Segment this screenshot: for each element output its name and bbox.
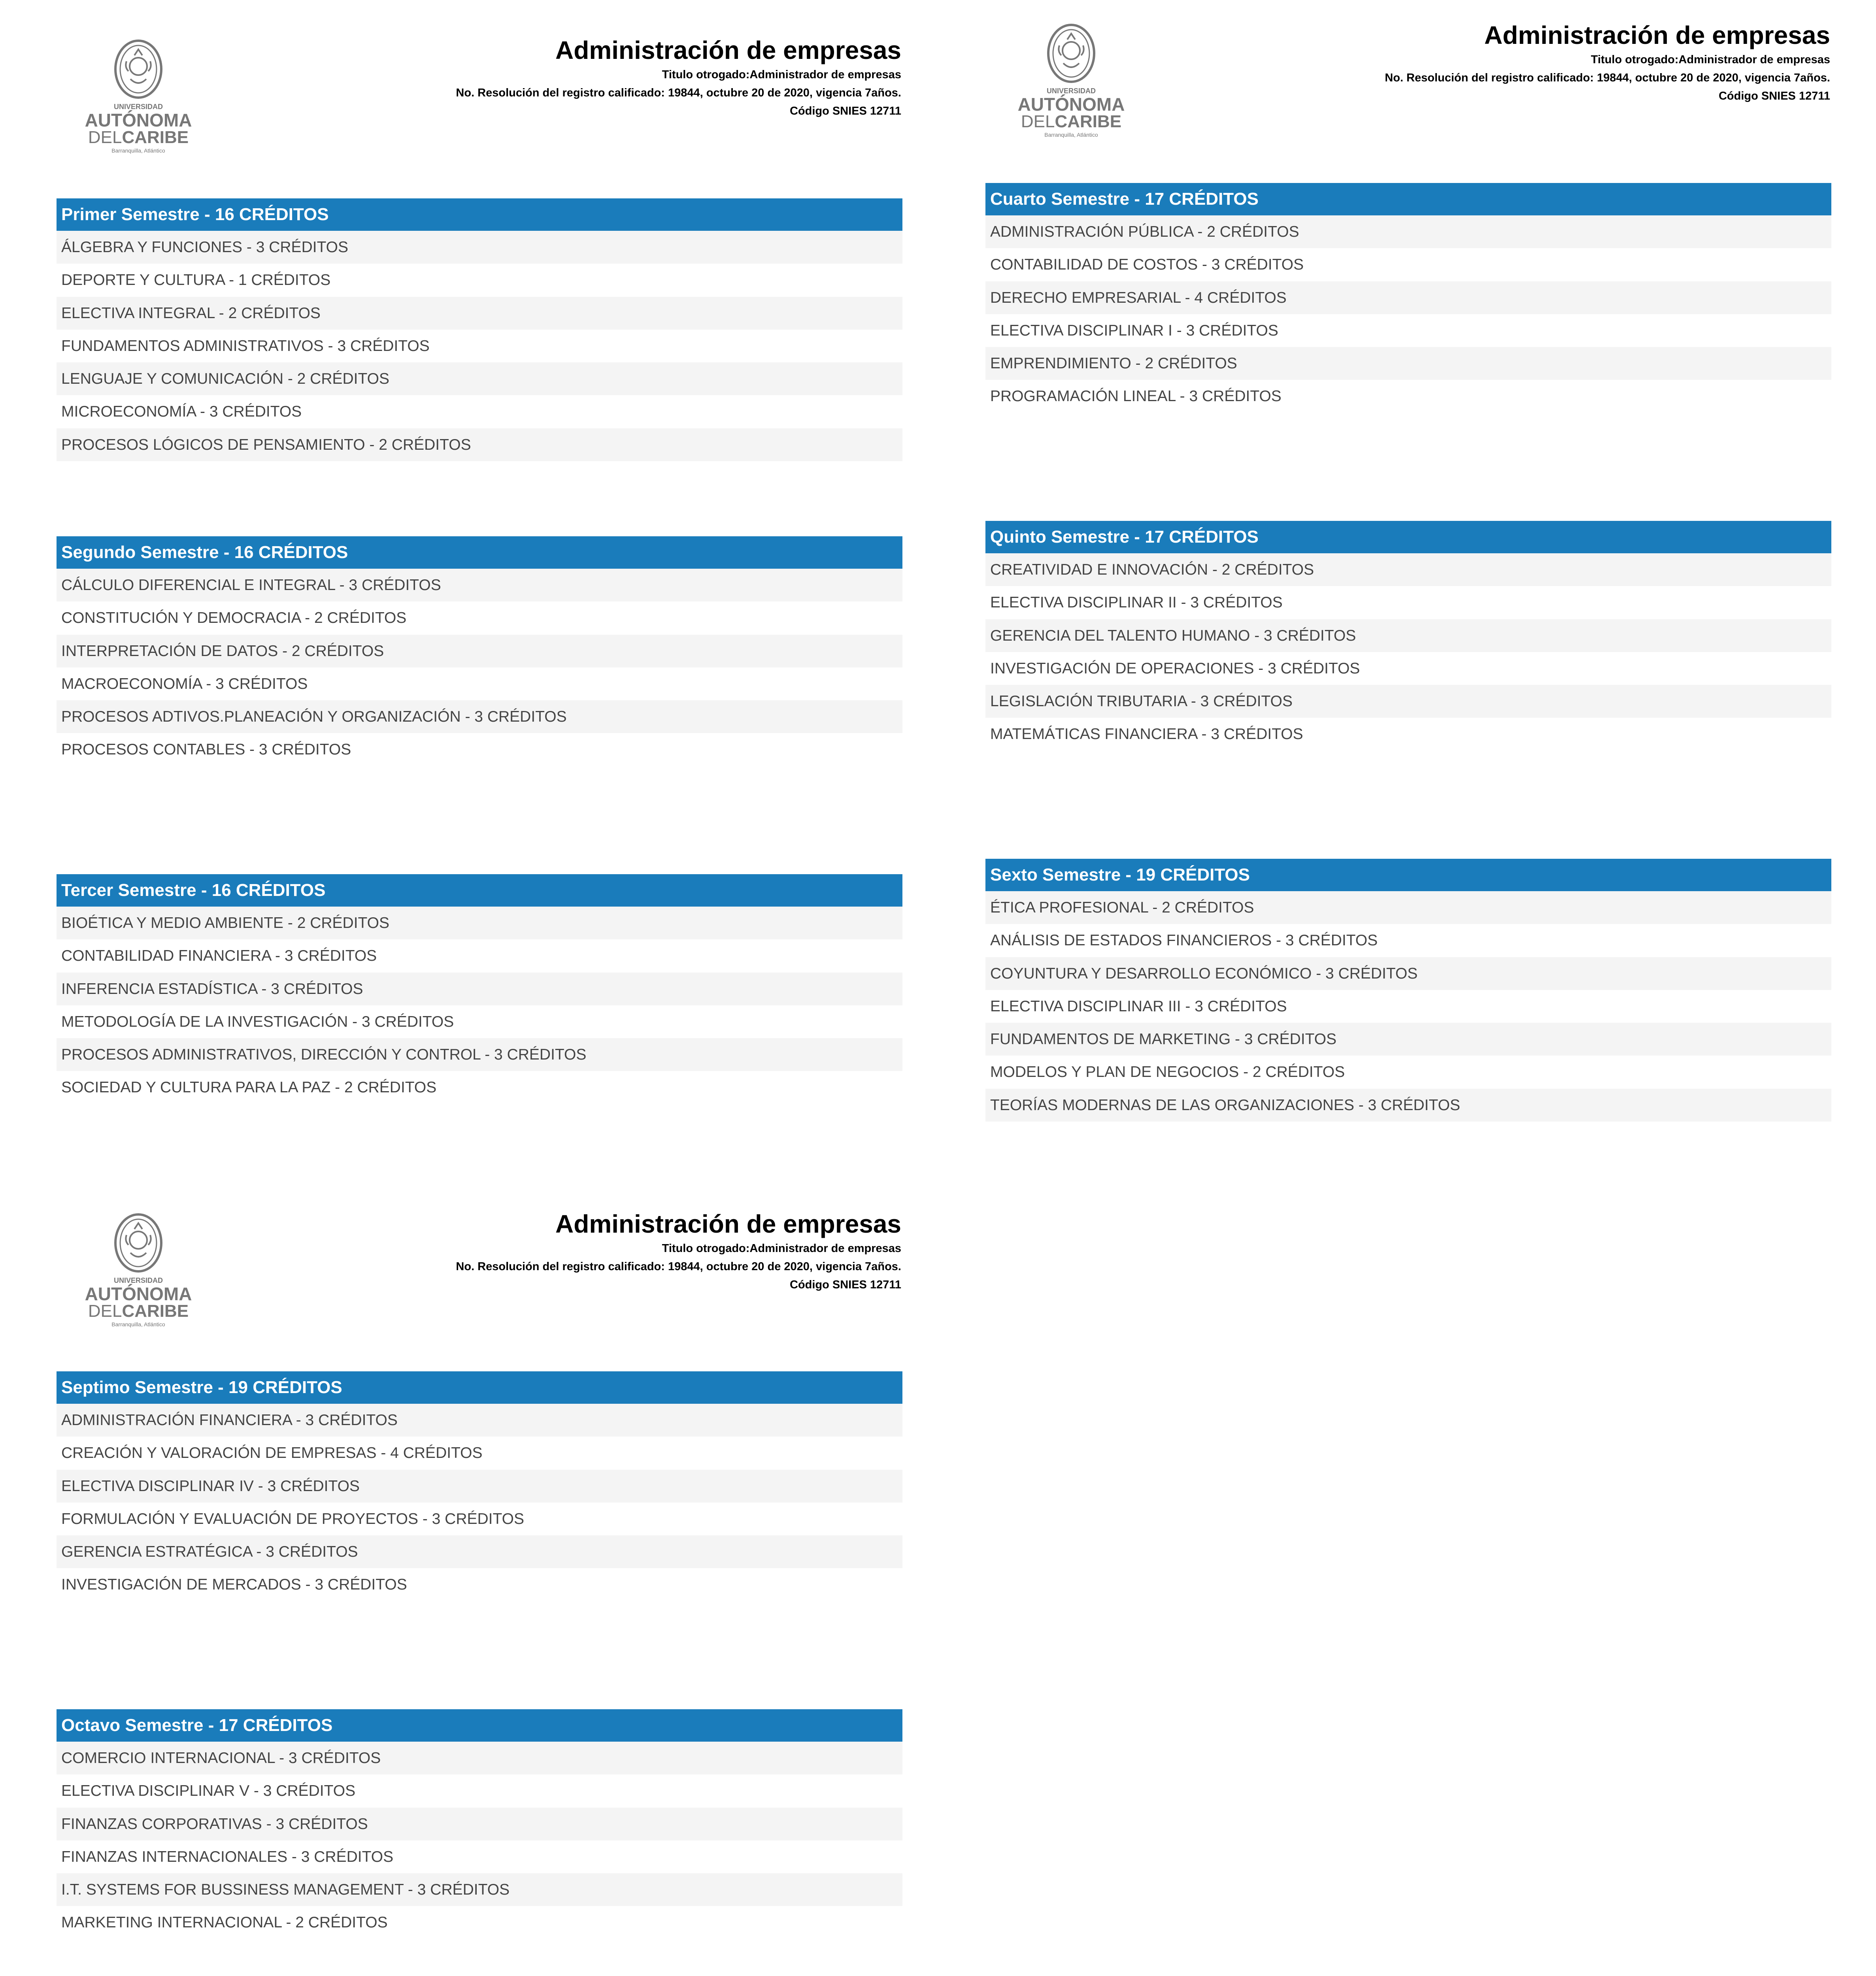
semester-block — [985, 183, 1831, 413]
course-row: INFERENCIA ESTADÍSTICA - 3 CRÉDITOS — [57, 973, 902, 1005]
svg-text:DELCARIBE: DELCARIBE — [88, 1301, 189, 1321]
degree-awarded: Titulo otrogado:Administrador de empresas — [1591, 53, 1830, 66]
course-row: CREACIÓN Y VALORACIÓN DE EMPRESAS - 4 CRÉDITOS — [57, 1437, 902, 1469]
svg-text:UNIVERSIDAD: UNIVERSIDAD — [113, 103, 163, 111]
course-row: PROCESOS CONTABLES - 3 CRÉDITOS — [57, 733, 902, 766]
course-row: ELECTIVA INTEGRAL - 2 CRÉDITOS — [57, 297, 902, 330]
course-row: MODELOS Y PLAN DE NEGOCIOS - 2 CRÉDITOS — [985, 1056, 1831, 1088]
program-title: Administración de empresas — [1484, 21, 1830, 49]
course-row: ÁLGEBRA Y FUNCIONES - 3 CRÉDITOS — [57, 231, 902, 264]
course-row: CÁLCULO DIFERENCIAL E INTEGRAL - 3 CRÉDITOS — [57, 569, 902, 601]
course-row: COMERCIO INTERNACIONAL - 3 CRÉDITOS — [57, 1742, 902, 1774]
course-row: ELECTIVA DISCIPLINAR III - 3 CRÉDITOS — [985, 990, 1831, 1023]
snies-code: Código SNIES 12711 — [789, 105, 901, 117]
course-row: INVESTIGACIÓN DE OPERACIONES - 3 CRÉDITOS — [985, 652, 1831, 685]
course-list — [985, 891, 1831, 1122]
course-row: MACROECONOMÍA - 3 CRÉDITOS — [57, 667, 902, 700]
course-row: ÉTICA PROFESIONAL - 2 CRÉDITOS — [985, 891, 1831, 924]
semester-block — [57, 874, 902, 1104]
snies-code: Código SNIES 12711 — [1718, 90, 1830, 102]
snies-code: Código SNIES 12711 — [789, 1278, 901, 1291]
course-row: FUNDAMENTOS ADMINISTRATIVOS - 3 CRÉDITOS — [57, 330, 902, 362]
semester-title: Tercer Semestre - 16 CRÉDITOS — [57, 874, 902, 907]
course-list — [57, 1742, 902, 1939]
course-row: SOCIEDAD Y CULTURA PARA LA PAZ - 2 CRÉDITOS — [57, 1071, 902, 1104]
course-row: TEORÍAS MODERNAS DE LAS ORGANIZACIONES - 3 CRÉDITOS — [985, 1089, 1831, 1122]
course-row: COYUNTURA Y DESARROLLO ECONÓMICO - 3 CRÉDITOS — [985, 957, 1831, 990]
course-row: ADMINISTRACIÓN FINANCIERA - 3 CRÉDITOS — [57, 1404, 902, 1437]
semester-block — [57, 1371, 902, 1601]
course-row: PROCESOS ADMINISTRATIVOS, DIRECCIÓN Y CONTROL - 3 CRÉDITOS — [57, 1038, 902, 1071]
course-row: CONTABILIDAD DE COSTOS - 3 CRÉDITOS — [985, 248, 1831, 281]
svg-text:AUTÓNOMA: AUTÓNOMA — [85, 1284, 192, 1304]
svg-text:DELCARIBE: DELCARIBE — [88, 128, 189, 147]
resolution-info: No. Resolución del registro calificado: 19844, octubre 20 de 2020, vigencia 7años. — [1385, 72, 1830, 84]
svg-text:DELCARIBE: DELCARIBE — [1021, 112, 1122, 131]
semester-title: Segundo Semestre - 16 CRÉDITOS — [57, 536, 902, 569]
semester-block — [57, 1709, 902, 1939]
course-row: ANÁLISIS DE ESTADOS FINANCIEROS - 3 CRÉDITOS — [985, 924, 1831, 957]
course-list — [985, 553, 1831, 751]
program-title: Administración de empresas — [555, 36, 901, 64]
course-row: LENGUAJE Y COMUNICACIÓN - 2 CRÉDITOS — [57, 362, 902, 395]
course-row: DERECHO EMPRESARIAL - 4 CRÉDITOS — [985, 281, 1831, 314]
degree-awarded: Titulo otrogado:Administrador de empresas — [662, 1242, 901, 1255]
course-list — [57, 569, 902, 766]
svg-text:AUTÓNOMA: AUTÓNOMA — [85, 110, 192, 130]
svg-text:Barranquilla, Atlántico: Barranquilla, Atlántico — [1044, 132, 1098, 138]
course-row: CREATIVIDAD E INNOVACIÓN - 2 CRÉDITOS — [985, 553, 1831, 586]
course-row: MICROECONOMÍA - 3 CRÉDITOS — [57, 395, 902, 428]
svg-text:AUTÓNOMA: AUTÓNOMA — [1017, 94, 1125, 115]
course-row: INVESTIGACIÓN DE MERCADOS - 3 CRÉDITOS — [57, 1568, 902, 1601]
course-row: FINANZAS INTERNACIONALES - 3 CRÉDITOS — [57, 1840, 902, 1873]
course-list — [57, 231, 902, 461]
course-row: CONTABILIDAD FINANCIERA - 3 CRÉDITOS — [57, 939, 902, 972]
course-row: INTERPRETACIÓN DE DATOS - 2 CRÉDITOS — [57, 635, 902, 667]
course-row: FUNDAMENTOS DE MARKETING - 3 CRÉDITOS — [985, 1023, 1831, 1056]
semester-block — [985, 521, 1831, 751]
resolution-info: No. Resolución del registro calificado: 19844, octubre 20 de 2020, vigencia 7años. — [456, 1260, 901, 1273]
resolution-info: No. Resolución del registro calificado: 19844, octubre 20 de 2020, vigencia 7años. — [456, 87, 901, 99]
svg-text:UNIVERSIDAD: UNIVERSIDAD — [1046, 87, 1096, 95]
course-row: ADMINISTRACIÓN PÚBLICA - 2 CRÉDITOS — [985, 215, 1831, 248]
semester-block — [985, 859, 1831, 1122]
course-row: ELECTIVA DISCIPLINAR V - 3 CRÉDITOS — [57, 1774, 902, 1807]
course-row: PROCESOS ADTIVOS.PLANEACIÓN Y ORGANIZACIÓN - 3 CRÉDITOS — [57, 700, 902, 733]
course-row: GERENCIA DEL TALENTO HUMANO - 3 CRÉDITOS — [985, 619, 1831, 652]
semester-title: Octavo Semestre - 17 CRÉDITOS — [57, 1709, 902, 1742]
semester-title: Sexto Semestre - 19 CRÉDITOS — [985, 859, 1831, 891]
course-row: PROCESOS LÓGICOS DE PENSAMIENTO - 2 CRÉDITOS — [57, 428, 902, 461]
course-row: CONSTITUCIÓN Y DEMOCRACIA - 2 CRÉDITOS — [57, 601, 902, 634]
course-row: GERENCIA ESTRATÉGICA - 3 CRÉDITOS — [57, 1535, 902, 1568]
semester-title: Primer Semestre - 16 CRÉDITOS — [57, 198, 902, 231]
svg-text:Barranquilla, Atlántico: Barranquilla, Atlántico — [111, 147, 165, 154]
semester-title: Cuarto Semestre - 17 CRÉDITOS — [985, 183, 1831, 215]
course-row: MATEMÁTICAS FINANCIERA - 3 CRÉDITOS — [985, 718, 1831, 750]
semester-title: Septimo Semestre - 19 CRÉDITOS — [57, 1371, 902, 1404]
course-row: EMPRENDIMIENTO - 2 CRÉDITOS — [985, 347, 1831, 380]
semester-block — [57, 198, 902, 461]
semester-title: Quinto Semestre - 17 CRÉDITOS — [985, 521, 1831, 553]
course-row: DEPORTE Y CULTURA - 1 CRÉDITOS — [57, 264, 902, 296]
course-row: I.T. SYSTEMS FOR BUSSINESS MANAGEMENT - 3 CRÉDITOS — [57, 1873, 902, 1906]
course-row: ELECTIVA DISCIPLINAR I - 3 CRÉDITOS — [985, 314, 1831, 347]
course-row: MARKETING INTERNACIONAL - 2 CRÉDITOS — [57, 1906, 902, 1939]
course-row: ELECTIVA DISCIPLINAR IV - 3 CRÉDITOS — [57, 1470, 902, 1503]
degree-awarded: Titulo otrogado:Administrador de empresas — [662, 68, 901, 81]
course-row: FORMULACIÓN Y EVALUACIÓN DE PROYECTOS - 3 CRÉDITOS — [57, 1503, 902, 1535]
program-title: Administración de empresas — [555, 1210, 901, 1238]
course-list — [985, 215, 1831, 413]
course-row: BIOÉTICA Y MEDIO AMBIENTE - 2 CRÉDITOS — [57, 907, 902, 939]
svg-text:UNIVERSIDAD: UNIVERSIDAD — [113, 1276, 163, 1284]
course-row: ELECTIVA DISCIPLINAR II - 3 CRÉDITOS — [985, 586, 1831, 619]
course-row: METODOLOGÍA DE LA INVESTIGACIÓN - 3 CRÉDITOS — [57, 1005, 902, 1038]
course-row: PROGRAMACIÓN LINEAL - 3 CRÉDITOS — [985, 380, 1831, 413]
svg-text:Barranquilla, Atlántico: Barranquilla, Atlántico — [111, 1321, 165, 1327]
course-row: FINANZAS CORPORATIVAS - 3 CRÉDITOS — [57, 1808, 902, 1840]
course-row: LEGISLACIÓN TRIBUTARIA - 3 CRÉDITOS — [985, 685, 1831, 718]
course-list — [57, 1404, 902, 1601]
course-list — [57, 907, 902, 1104]
semester-block — [57, 536, 902, 766]
